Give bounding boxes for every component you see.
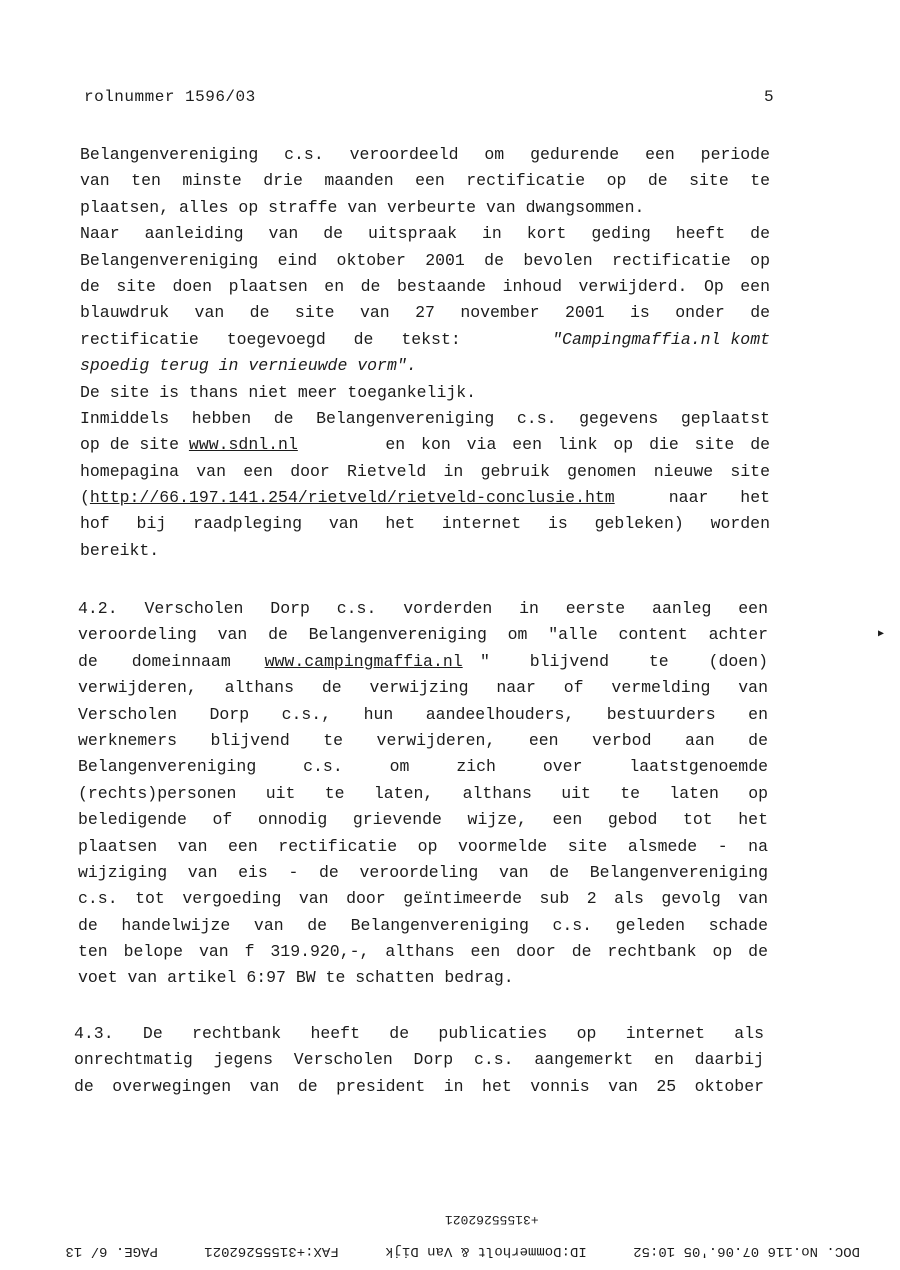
text-line: onrechtmatig jegens Verscholen Dorp c.s. aangemerkt en daarbij (74, 1050, 764, 1070)
text-fragment: de domeinnaam (78, 651, 265, 671)
fax-number: FAX:+31555262021 (204, 1243, 339, 1259)
text-line: De site is thans niet meer toegankelijk. (80, 382, 477, 402)
text-line: voet van artikel 6:97 BW te schatten bedrag. (78, 968, 514, 988)
text-line: werknemers blijvend te verwijderen, een verbod aan de (78, 730, 768, 750)
text-line: Verscholen Dorp c.s., hun aandeelhouders, bestuurders en (78, 704, 768, 724)
text-fragment (78, 649, 463, 675)
text-line: de overwegingen van de president in het vonnis van 25 oktober (74, 1076, 764, 1096)
paragraph-4-2 (78, 596, 768, 992)
paragraph-4-3 (74, 1021, 764, 1100)
text-line (80, 485, 770, 511)
quoted-text: spoedig terug in vernieuwde vorm". (80, 356, 417, 376)
text-fragment: rectificatie toegevoegd de tekst: (80, 329, 461, 349)
text-line (80, 327, 770, 353)
text-line: van ten minste drie maanden een rectificatie op de site te (80, 171, 770, 191)
text-fragment: " blijvend te (doen) (479, 651, 768, 671)
paragraph-continuation (80, 142, 770, 564)
text-line: (rechts)personen uit te laten, althans uit te laten op (78, 783, 768, 803)
fax-pages: PAGE. 6/ 13 (65, 1243, 158, 1259)
text-line: Belangenvereniging eind oktober 2001 de bevolen rectificatie op (80, 250, 770, 270)
text-line: 4.2. Verscholen Dorp c.s. vorderden in eerste aanleg een (78, 599, 768, 618)
text-line: Belangenvereniging c.s. om zich over laatstgenoemde (78, 757, 768, 777)
fax-number-stamp: +31555262021 (445, 1212, 539, 1227)
fax-doc-no: DOC. No.116 07.06.'05 10:52 (633, 1243, 860, 1259)
fax-header-line (0, 1243, 860, 1259)
text-line: plaatsen, alles op straffe van verbeurte van dwangsommen. (80, 197, 645, 217)
text-line: beledigende of onnodig grievende wijze, een gebod tot het (78, 810, 768, 830)
text-line: Naar aanleiding van de uitspraak in kort geding heeft de (80, 224, 770, 244)
text-line: ten belope van f 319.920,-, althans een door de rechtbank op de (78, 942, 768, 962)
quoted-text: "Campingmaffia.nl komt (552, 329, 770, 349)
text-line: de handelwijze van de Belangenvereniging c.s. geleden schade (78, 915, 768, 935)
text-line: plaatsen van een rectificatie op voormelde site alsmede - na (78, 836, 768, 856)
text-line: Inmiddels hebben de Belangenvereniging c.s. gegevens geplaatst (80, 408, 770, 428)
margin-arrow-icon: ▶ (878, 629, 885, 640)
text-fragment (80, 432, 298, 458)
text-line: verwijderen, althans de verwijzing naar of vermelding van (78, 678, 768, 698)
link-campingmaffia[interactable]: www.campingmaffia.nl (264, 651, 463, 671)
text-fragment (80, 485, 615, 511)
text-fragment: op de site (80, 435, 189, 455)
page-number: 5 (764, 88, 774, 106)
text-line: de site doen plaatsen en de bestaande inhoud verwijderd. Op een (80, 276, 770, 296)
link-sdnl[interactable]: www.sdnl.nl (188, 435, 298, 455)
text-line: Belangenvereniging c.s. veroordeeld om gedurende een periode (80, 145, 770, 164)
link-rietveld[interactable]: http://66.197.141.254/rietveld/rietveld-conclusie.htm (89, 488, 615, 508)
text-line: c.s. tot vergoeding van door geïntimeerde sub 2 als gevolg van (78, 889, 768, 909)
case-number: rolnummer 1596/03 (84, 88, 256, 106)
text-line (80, 432, 770, 458)
text-line: blauwdruk van de site van 27 november 2001 is onder de (80, 303, 770, 323)
text-line: homepagina van een door Rietveld in gebruik genomen nieuwe site (80, 461, 770, 481)
fax-sender-id: ID:Dommerholt & Van Dijk (385, 1243, 587, 1259)
text-line: hof bij raadpleging van het internet is gebleken) worden (80, 514, 770, 534)
text-fragment: naar het (668, 488, 770, 508)
text-line: wijziging van eis - de veroordeling van de Belangenvereniging (78, 862, 768, 882)
text-fragment: ( (80, 488, 90, 508)
text-line: veroordeling van de Belangenvereniging om "alle content achter (78, 625, 768, 645)
text-fragment: en kon via een link op die site de (385, 435, 770, 455)
text-line: 4.3. De rechtbank heeft de publicaties op internet als (74, 1024, 764, 1043)
text-line (78, 649, 768, 675)
text-line: bereikt. (80, 540, 160, 560)
